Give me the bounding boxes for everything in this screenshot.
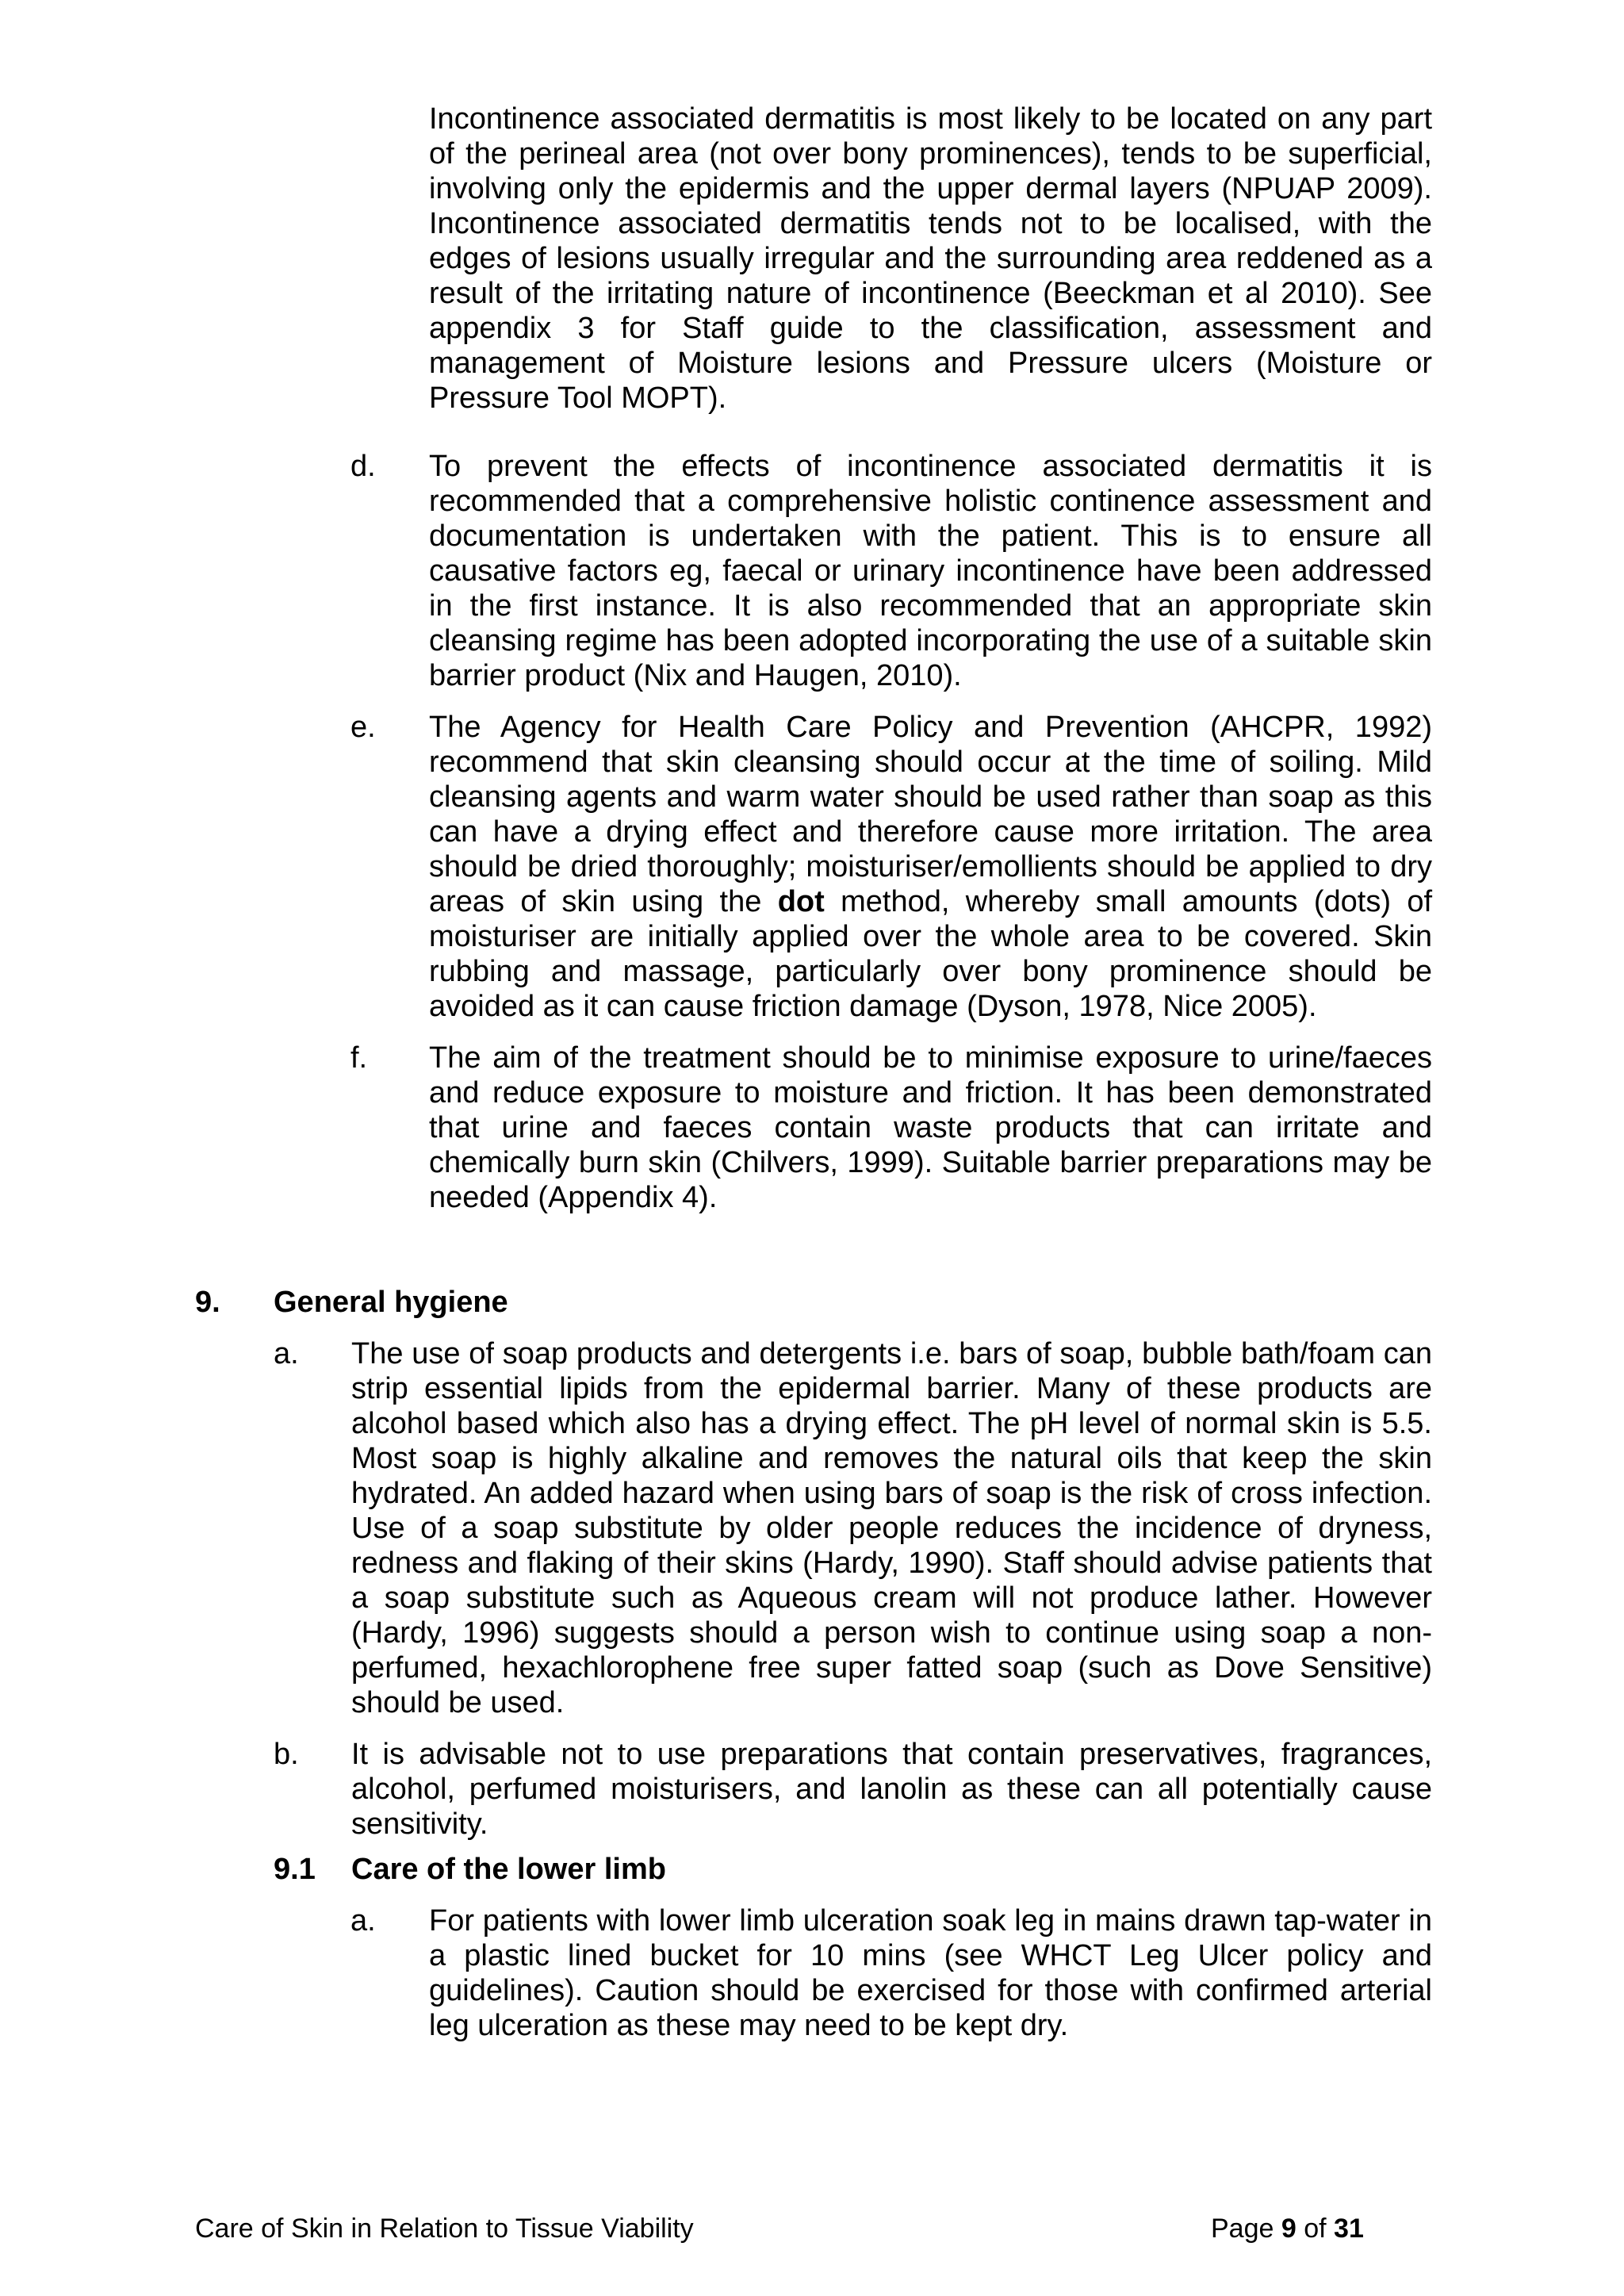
list-item-d: [350, 449, 1432, 693]
list-marker: a.: [274, 1337, 299, 1370]
intro-paragraph: Incontinence associated dermatitis is most likely to be located on any part of the perineal area (not over bony prominences), tends to be superficial, involving only the epidermis and the upper dermal layers (NPUAP 2009). Incontinence associated dermatitis tends not to be localised, with the edges of lesions usually irregular and the surrounding area reddened as a result of the irritating nature of incontinence (Beeckman et al 2010). See appendix 3 for Staff guide to the classification, assessment and management of Moisture lesions and Pressure ulcers (Moisture or Pressure Tool MOPT).: [429, 102, 1432, 415]
list-item-9b: [274, 1737, 1432, 1842]
list-item-text: The Agency for Health Care Policy and Prevention (AHCPR, 1992) recommend that skin cleansing should occur at the time of soiling. Mild cleansing agents and warm water should be used rather than soap as this can have a drying effect and therefore cause more irritation. The area should be dried thoroughly; moisturiser/emollients should be applied to dry areas of skin using the dot method, whereby small amounts (dots) of moisturiser are initially applied over the whole area to be covered. Skin rubbing and massage, particularly over bony prominence should be avoided as it can cause friction damage (Dyson, 1978, Nice 2005).: [429, 711, 1433, 1023]
emphasis-dot: dot: [777, 885, 825, 918]
page-number: Page 9 of 31: [1211, 2214, 1364, 2244]
list-marker: e.: [350, 711, 376, 744]
list-item-f: [350, 1041, 1432, 1215]
list-item-9a: [274, 1336, 1432, 1720]
list-marker: f.: [350, 1041, 368, 1075]
list-item-text: For patients with lower limb ulceration soak leg in mains drawn tap-water in a plastic lined bucket for 10 mins (see WHCT Leg Ulcer policy and guidelines). Caution should be exercised for those with confirmed arterial leg ulceration as these may need to be kept dry.: [429, 1904, 1432, 2042]
section-number: 9.: [195, 1286, 220, 1319]
section-title: General hygiene: [274, 1286, 508, 1319]
section-number: 9.1: [274, 1853, 316, 1886]
list-item-text: The use of soap products and detergents i.e. bars of soap, bubble bath/foam can strip essential lipids from the epidermal barrier. Many of these products are alcohol based which also has a drying effect. The pH level of normal skin is 5.5. Most soap is highly alkaline and removes the natural oils that keep the skin hydrated. An added hazard when using bars of soap is the risk of cross infection. Use of a soap substitute by older people reduces the incidence of dryness, redness and flaking of their skins (Hardy, 1990). Staff should advise patients that a soap substitute such as Aqueous cream will not produce lather. However (Hardy, 1996) suggests should a person wish to continue using soap a non-perfumed, hexachlorophene free super fatted soap (such as Dove Sensitive) should be used.: [351, 1337, 1432, 1719]
list-item-text: To prevent the effects of incontinence associated dermatitis it is recommended that a comprehensive holistic continence assessment and documentation is undertaken with the patient. This is to ensure all causative factors eg, faecal or urinary incontinence have been addressed in the first instance. It is also recommended that an appropriate skin cleansing regime has been adopted incorporating the use of a suitable skin barrier product (Nix and Haugen, 2010).: [429, 450, 1432, 692]
list-item-9-1a: [350, 1903, 1432, 2043]
footer-title: Care of Skin in Relation to Tissue Viability: [195, 2214, 694, 2244]
list-item-text: It is advisable not to use preparations that contain preservatives, fragrances, alcohol, perfumed moisturisers, and lanolin as these can all potentially cause sensitivity.: [351, 1738, 1432, 1841]
section-title: Care of the lower limb: [351, 1853, 666, 1886]
list-item-e: [350, 710, 1432, 1024]
list-marker: d.: [350, 450, 376, 483]
list-marker: b.: [274, 1738, 299, 1771]
list-marker: a.: [350, 1904, 376, 1938]
list-item-text: The aim of the treatment should be to minimise exposure to urine/faeces and reduce exposure to moisture and friction. It has been demonstrated that urine and faeces contain waste products that can irritate and chemically burn skin (Chilvers, 1999). Suitable barrier preparations may be needed (Appendix 4).: [429, 1041, 1432, 1214]
